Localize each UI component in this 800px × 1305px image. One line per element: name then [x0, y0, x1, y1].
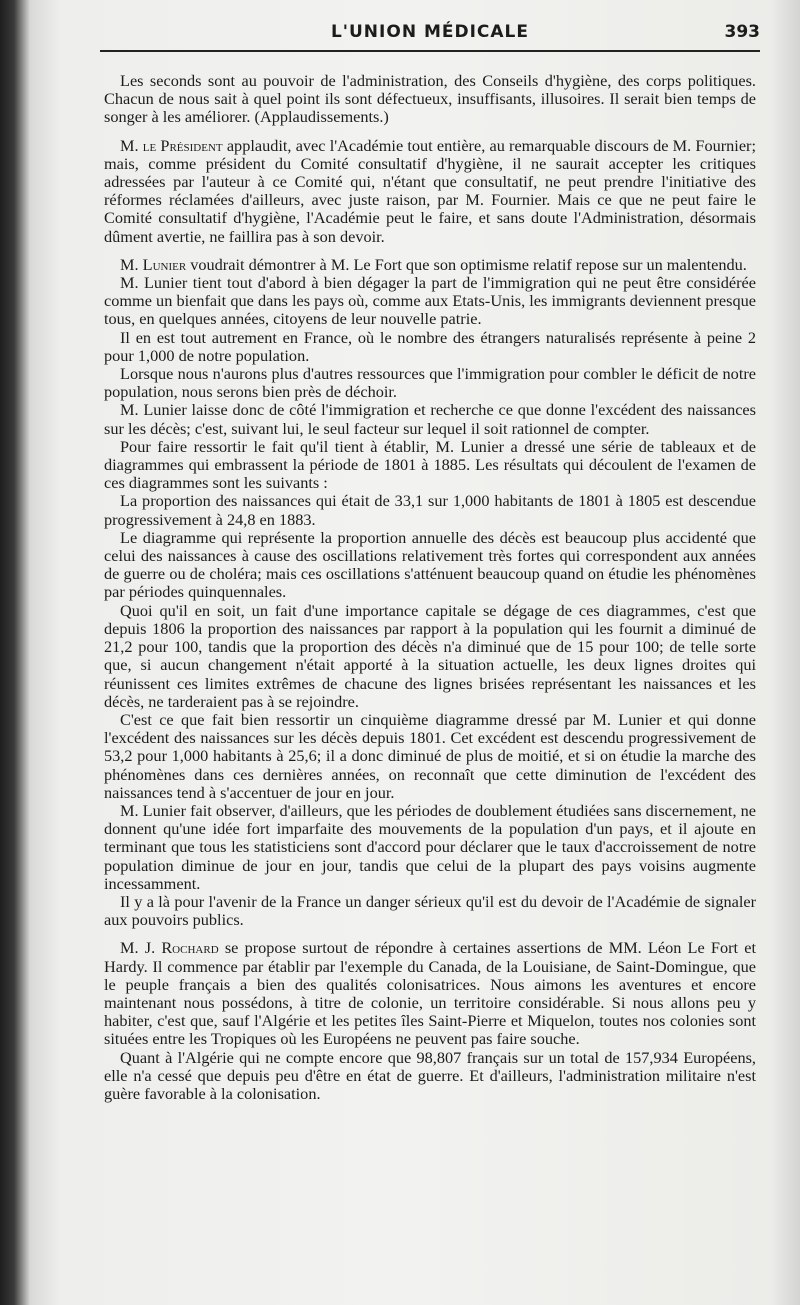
paragraph: C'est ce que fait bien ressortir un cinquième diagramme dressé par M. Lunier et qui donne l'excédent des naissances sur les décès depuis 1801. Cet excédent est descendu progressivement de 53,2 pour 1,000 habitants à 25,6; il a donc diminué de plus de moitié, et si on étudie la marche des phénomènes dans ces dernières années, on reconnaît que cette diminution de l'excédent des naissances tend à s'accentuer de jour en jour.	[104, 709, 756, 802]
running-title: L'UNION MÉDICALE	[330, 22, 530, 42]
body-text	[104, 72, 756, 1103]
paragraph: Quoi qu'il en soit, un fait d'une importance capitale se dégage de ces diagrammes, c'est que depuis 1806 la proportion des naissances par rapport à la population qui les fournit a diminué de 21,2 pour 100, tandis que la proportion des décès n'a diminué que de 15 pour 100; de telle sorte que, si aucun changement n'était apporté à la situation actuelle, les deux lignes droites qui réunissent ces limites extrêmes de chacune des lignes brisées représentant les naissances et les décès, ne tarderaient pas à se rejoindre.	[104, 600, 756, 711]
paragraph: M. J. Rochard se propose surtout de répondre à certaines assertions de MM. Léon Le Fort et Hardy. Il commence par établir par l'exemple du Canada, de la Louisiane, de Saint-Domingue, que le peuple français a bien des qualités colonisatrices. Nous aimons les aventures et encore maintenant nous possédons, à titre de colonie, un territoire considérable. Si nous allons peu y habiter, c'est que, sauf l'Algérie et les petites îles Saint-Pierre et Miquelon, toutes nos colonies sont situées entre les Tropiques où les Européens ne peuvent pas faire souche.	[104, 938, 756, 1049]
paragraph: La proportion des naissances qui était de 33,1 sur 1,000 habitants de 1801 à 1805 est descendue progressivement à 24,8 en 1883.	[104, 491, 756, 529]
paragraph: M. Lunier tient tout d'abord à bien dégager la part de l'immigration qui ne peut être considérée comme un bienfait que dans les pays où, comme aux Etats-Unis, les immigrants deviennent presque tous, en quelques années, citoyens de leur nouvelle patrie.	[104, 273, 756, 329]
page-header	[100, 22, 760, 52]
paragraph: Les seconds sont au pouvoir de l'administration, des Conseils d'hygiène, des corps politiques. Chacun de nous sait à quel point ils sont défectueux, insuffisants, illusoires. Il serait bien temps de songer à les améliorer. (Applaudissements.)	[104, 71, 756, 127]
paragraph: M. Lunier fait observer, d'ailleurs, que les périodes de doublement étudiées sans discernement, ne donnent qu'une idée fort imparfaite des mouvements de la population d'un pays, et il ajoute en terminant que tous les statisticiens sont d'accord pour déclarer que le taux d'accroissement de notre population diminue de jour en jour, tandis que celui de la plupart des pays voisins augmente incessamment.	[104, 800, 756, 893]
paragraph: Il en est tout autrement en France, où le nombre des étrangers naturalisés représente à peine 2 pour 1,000 de notre population.	[104, 327, 756, 365]
paragraph: Pour faire ressortir le fait qu'il tient à établir, M. Lunier a dressé une série de tableaux et de diagrammes qui embrassent la période de 1801 à 1885. Les résultats qui découlent de l'examen de ces diagrammes sont les suivants :	[104, 436, 756, 493]
speaker-name: M. Lunier	[120, 254, 187, 274]
paragraph: Il y a là pour l'avenir de la France un danger sérieux qu'il est du devoir de l'Académie de signaler aux pouvoirs publics.	[104, 891, 756, 930]
paragraph: M. le Président applaudit, avec l'Académie tout entière, au remarquable discours de M. Fournier; mais, comme président du Comité consultatif d'hygiène, il ne saurait accepter les critiques adressées par l'auteur à ce Comité qui, n'étant que consultatif, ne peut prendre l'initiative des réformes réclamées d'ailleurs, avec juste raison, par M. Fournier. Mais ce que ne peut faire le Comité consultatif d'hygiène, l'Académie peut le faire, et sans doute l'Administration, désormais dûment avertie, ne faillira pas à son devoir.	[104, 135, 756, 246]
paragraph: Quant à l'Algérie qui ne compte encore que 98,807 français sur un total de 157,934 Européens, elle n'a cessé que depuis peu d'être en état de guerre. Et d'ailleurs, l'administration militaire n'est guère favorable à la colonisation.	[104, 1047, 756, 1103]
paragraph: Le diagramme qui représente la proportion annuelle des décès est beaucoup plus accidenté que celui des naissances à cause des oscillations relativement très fortes qui correspondent aux années de guerre ou de choléra; mais ces oscillations s'atténuent beaucoup quand on étudie les phénomènes par périodes quinquennales.	[104, 527, 756, 602]
speaker-name: M. J. Rochard	[120, 938, 219, 958]
speaker-name: M. le Président	[120, 135, 223, 155]
page-number: 393	[724, 22, 760, 42]
paragraph: M. Lunier laisse donc de côté l'immigration et recherche ce que donne l'excédent des naissances sur les décès; c'est, suivant lui, le seul facteur sur lequel il soit rationnel de compter.	[104, 400, 756, 438]
paragraph: M. Lunier voudrait démontrer à M. Le Fort que son optimisme relatif repose sur un malentendu.	[120, 254, 747, 274]
paragraph: Lorsque nous n'aurons plus d'autres ressources que l'immigration pour combler le déficit de notre population, nous serons bien près de déchoir.	[104, 364, 756, 402]
